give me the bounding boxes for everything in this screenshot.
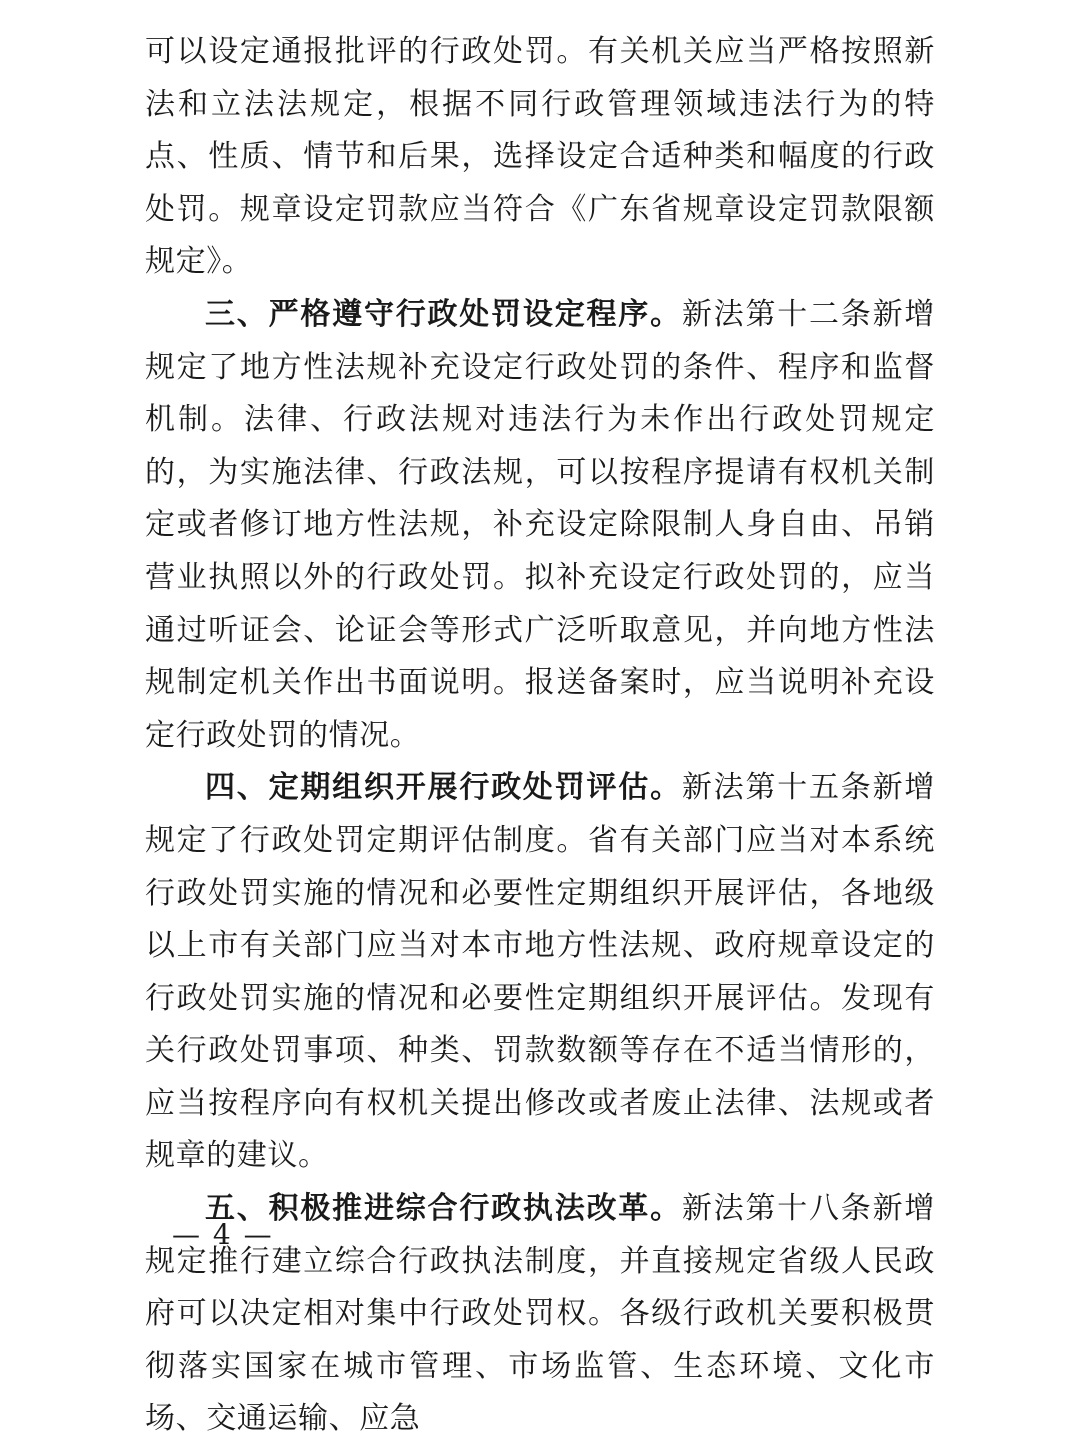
paragraph-text: 可以设定通报批评的行政处罚。有关机关应当严格按照新法和立法法规定，根据不同行政管理领域违法行为的特点、性质、情节和后果，选择设定合适种类和幅度的行政处罚。规章设定罚款应当符合《广东省规章设定罚款限额规定》。 [145, 34, 935, 280]
section-heading: 四、定期组织开展行政处罚评估。 [205, 770, 682, 806]
paragraph-section-3 [145, 289, 935, 762]
paragraph-text: 新法第十二条新增规定了地方性法规补充设定行政处罚的条件、程序和监督机制。法律、行政法规对违法行为未作出行政处罚规定的，为实施法律、行政法规，可以按程序提请有权机关制定或者修订地方性法规，补充设定除限制人身自由、吊销营业执照以外的行政处罚。拟补充设定行政处罚的，应当通过听证会、论证会等形式广泛听取意见，并向地方性法规制定机关作出书面说明。报送备案时，应当说明补充设定行政处罚的情况。 [145, 296, 935, 753]
page-number: — 4 — [172, 1218, 274, 1251]
paragraph-text: 新法第十五条新增规定了行政处罚定期评估制度。省有关部门应当对本系统行政处罚实施的情况和必要性定期组织开展评估，各地级以上市有关部门应当对本市地方性法规、政府规章设定的行政处罚实施的情况和必要性定期组织开展评估。发现有关行政处罚事项、种类、罚款数额等存在不适当情形的，应当按程序向有权机关提出修改或者废止法律、法规或者规章的建议。 [145, 770, 935, 1174]
paragraph-intro [145, 26, 935, 289]
section-heading: 三、严格遵守行政处罚设定程序。 [205, 296, 682, 332]
paragraph-text: 新法第十八条新增规定推行建立综合行政执法制度，并直接规定省级人民政府可以决定相对集中行政处罚权。各级行政机关要积极贯彻落实国家在城市管理、市场监管、生态环境、文化市场、交通运输、应急 [145, 1191, 935, 1437]
section-heading: 五、积极推进综合行政执法改革。 [205, 1191, 682, 1227]
paragraph-section-4 [145, 762, 935, 1183]
